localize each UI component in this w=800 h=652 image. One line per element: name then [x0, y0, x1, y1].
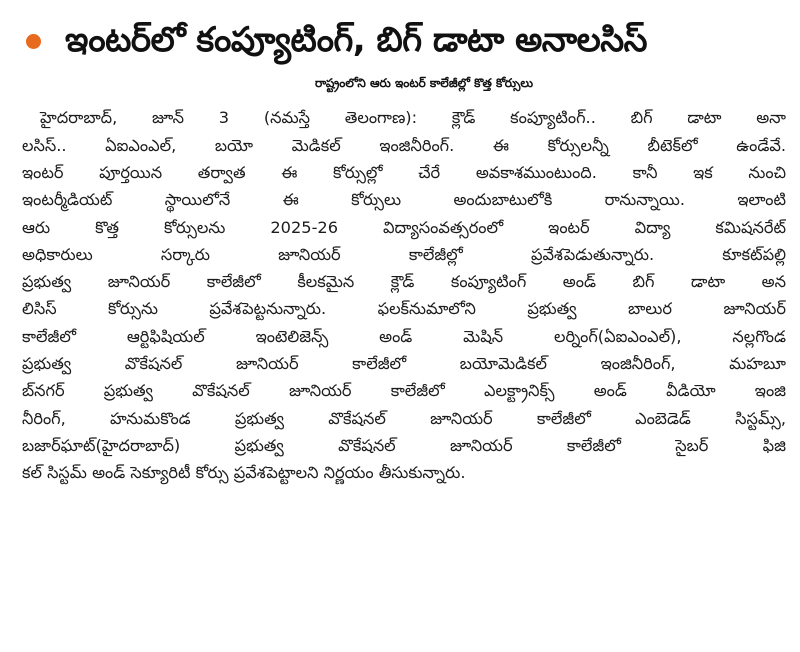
body-line: ప్రభుత్వ జూనియర్ కాలేజీలో కీలకమైన క్లౌడ్ కంప్యూటింగ్ అండ్ బిగ్ డాటా అన [22, 272, 786, 292]
body-line: బ్‌నగర్ ప్రభుత్వ వొకేషనల్ జూనియర్ కాలేజీలో ఎలక్ట్రానిక్స్ అండ్ వీడియో ఇంజి [22, 381, 786, 401]
body-line: బజార్‌ఘాట్(హైదరాబాద్) ప్రభుత్వ వొకేషనల్ జూనియర్ కాలేజీలో సైబర్ ఫిజి [22, 435, 786, 455]
body-line: ఆరు కొత్త కోర్సులను 2025-26 విద్యాసంవత్సరంలో ఇంటర్ విద్యా కమిషనరేట్ [22, 217, 786, 237]
body-line: అధికారులు సర్కారు జూనియర్ కాలేజీల్లో ప్రవేశపెడుతున్నారు. కూకట్‌పల్లి [22, 244, 786, 264]
body-line: ఇంటర్ పూర్తయిన తర్వాత ఈ కోర్సుల్లో చేరే అవకాశముంటుంది. కానీ ఇక నుంచి [22, 162, 786, 182]
body-line: కల్ సిస్టమ్ అండ్ సెక్యూరిటీ కోర్సు ప్రవేశపెట్టాలని నిర్ణయం తీసుకున్నారు. [22, 463, 466, 483]
body-line: లసిస్.. ఏఐఎంఎల్, బయో మెడికల్ ఇంజినీరింగ్. ఈ కోర్సులన్నీ బీటెక్‌లో ఉండేవే. [22, 135, 786, 155]
body-line: ప్రభుత్వ వొకేషనల్ జూనియర్ కాలేజీలో బయోమెడికల్ ఇంజినీరింగ్, మహబూ [22, 354, 786, 374]
article-body [22, 104, 786, 486]
body-line: కాలేజీలో ఆర్టిఫిషియల్ ఇంటెలిజెన్స్ అండ్ మెషిన్ లర్నింగ్(ఏఐఎంఎల్), నల్లగొండ [22, 326, 786, 346]
body-line: నీరింగ్, హనుమకొండ ప్రభుత్వ వొకేషనల్ జూనియర్ కాలేజీలో ఎంబెడెడ్ సిస్టమ్స్, [22, 408, 786, 428]
bullet-dot-icon [26, 34, 41, 49]
body-line: ఇంటర్మీడియట్ స్థాయిలోనే ఈ కోర్సులు అందుబాటులోకి రానున్నాయి. ఇలాంటి [22, 190, 786, 210]
headline-row [22, 10, 786, 72]
headline: ఇంటర్‌లో కంప్యూటింగ్, బిగ్ డాటా అనాలసిస్ [65, 20, 647, 61]
body-line: హైదరాబాద్, జూన్ 3 (నమస్తే తెలంగాణ): క్లౌడ్ కంప్యూటింగ్.. బిగ్ డాటా అనా [40, 108, 786, 128]
body-line: లిసిస్ కోర్సును ప్రవేశపెట్టనున్నారు. ఫలక్‌నుమాలోని ప్రభుత్వ బాలుర జూనియర్ [22, 299, 786, 319]
subheadline: రాష్ట్రంలోని ఆరు ఇంటర్ కాలేజీల్లో కొత్త కోర్సులు [314, 76, 534, 90]
